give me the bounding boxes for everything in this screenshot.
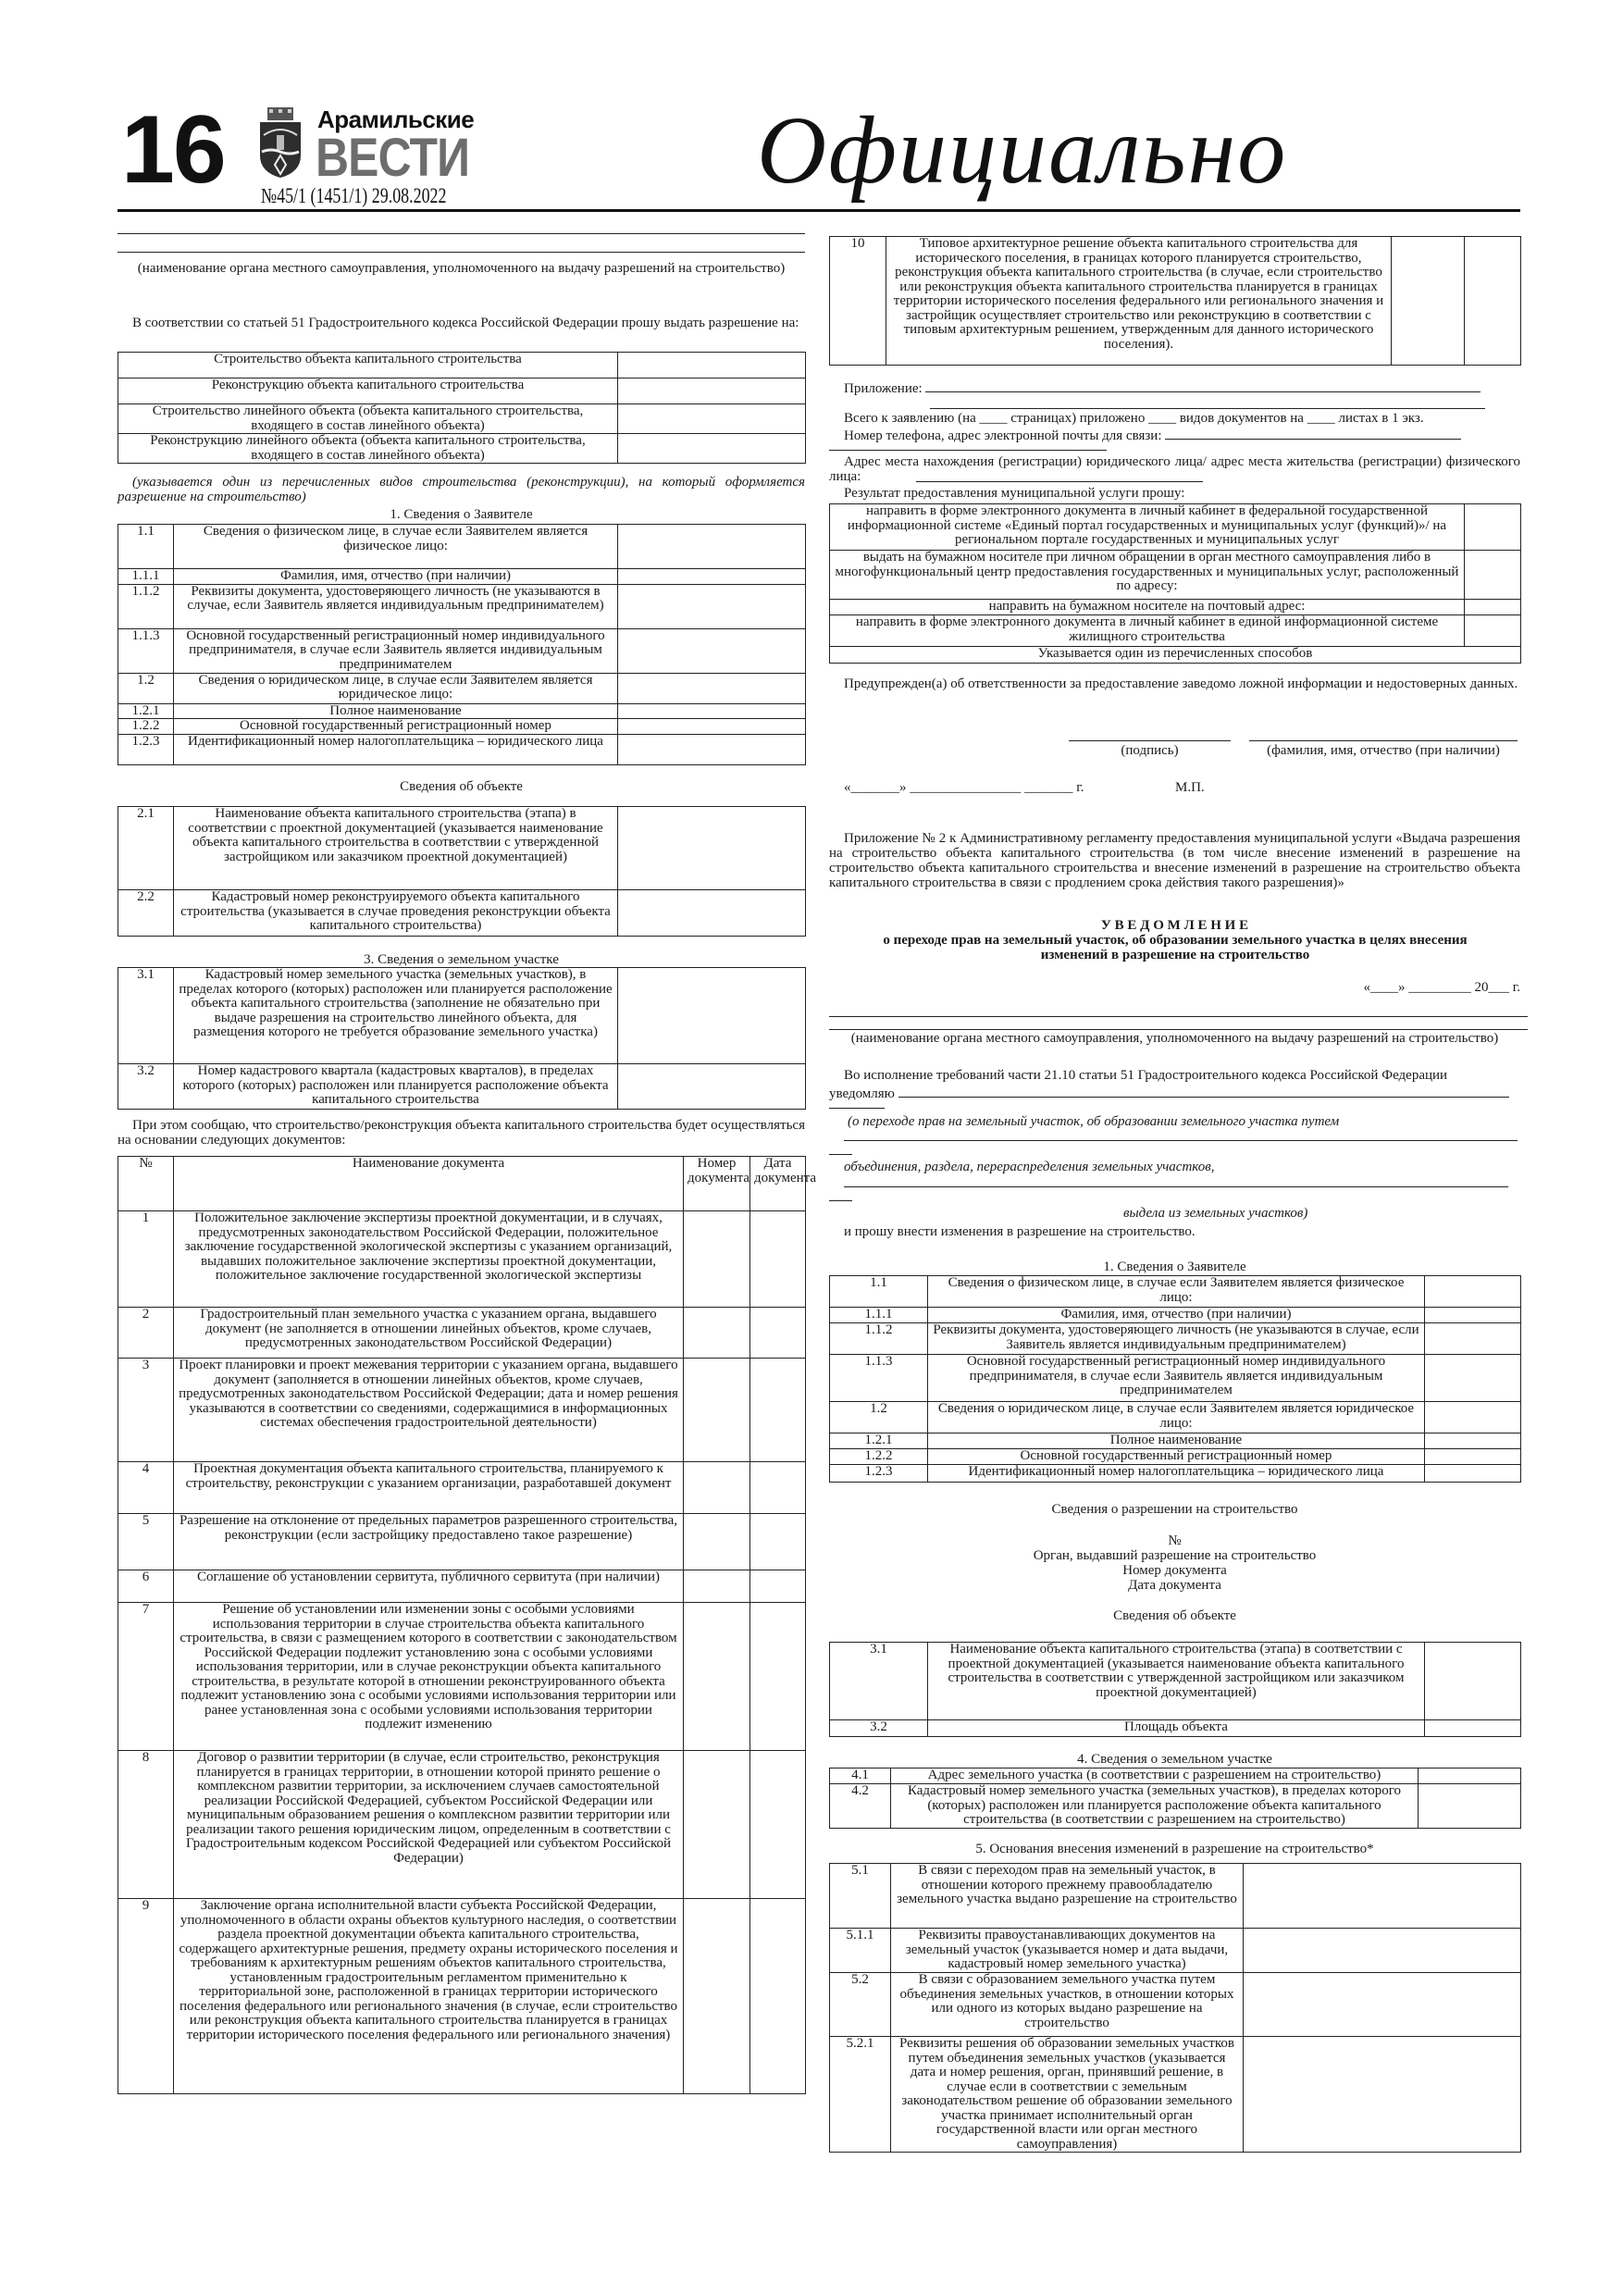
table-row [830, 1864, 1521, 1929]
notice-title: У В Е Д О М Л Е Н И Е [1100, 918, 1249, 933]
table-row [830, 1433, 1521, 1449]
object-title-2: Сведения об объекте [1113, 1608, 1236, 1623]
table-row [830, 1643, 1521, 1720]
table-row [118, 968, 806, 1064]
permit-type-checkbox-cell[interactable] [618, 353, 806, 379]
value-cell[interactable] [750, 1751, 806, 1899]
blank-line [829, 1029, 1528, 1030]
row-label: Сведения о физическом лице, в случае если Заявителем является физическое лицо: [928, 1276, 1425, 1308]
row-label: Проектная документация объекта капитального строительства, планируемого к строительству, реконструкции с указанием организации, разработавшей документ [174, 1462, 684, 1514]
row-label: Реконструкцию объекта капитального строительства [118, 379, 618, 404]
table-row [118, 1064, 806, 1110]
table-row [118, 434, 806, 464]
table-row [118, 1751, 806, 1899]
row-number: 1.2 [118, 673, 174, 703]
row-label: Положительное заключение экспертизы проектной документации, и в случаях, предусмотренных законодательством Российской Федерации, положительное заключение государственной экологической экспертизы с указанием организаций, выдавших положительное заключение экспертизы проектной документации, положительное заключение государственной экологической экспертизы [174, 1211, 684, 1308]
row-number: 1.1 [118, 525, 174, 569]
applicant-title-2: 1. Сведения о Заявителе [1103, 1260, 1246, 1274]
applicant-table [118, 524, 805, 765]
row-label: Решение об установлении или изменении зоны с особыми условиями использования территории в случае строительства объекта капитального строительства, в связи с размещением которого в соответствии с законодательством Российской Федерации подлежит установлению зона с особыми условиями использования территории, или в случае реконструкции объекта капитального строительства, в результате которой в отношении реконструированного объекта подлежит установлению зона с особыми условиями использования территории или ранее установленная зона с особыми условиями использования территории подлежит изменению [174, 1603, 684, 1751]
row-number: 1.1.2 [830, 1323, 928, 1355]
row-label: Номер кадастрового квартала (кадастровых кварталов), в пределах которого (которых) расположен или планируется расположение объекта капитального строительства [174, 1064, 618, 1110]
row-label: Адрес земельного участка (в соответствии с разрешением на строительство) [891, 1769, 1419, 1784]
value-cell[interactable] [1425, 1643, 1521, 1720]
header-divider [118, 209, 1520, 212]
value-cell[interactable] [750, 1308, 806, 1359]
column-header-doc-number: Номер документа [684, 1157, 750, 1211]
row-label: Фамилия, имя, отчество (при наличии) [928, 1308, 1425, 1323]
value-cell[interactable] [1419, 1784, 1521, 1829]
documents-table-continued [829, 236, 1520, 366]
table-row [118, 379, 806, 404]
value-cell[interactable] [684, 1359, 750, 1462]
row-label: Проект планировки и проект межевания территории с указанием органа, выдавшего документ (заполняется в отношении линейных объектов, кроме случаев, предусмотренных законодательством Российской Федерации; дата и номер решения указываются в соответствии со сведениями, содержащимися в информационных системах обеспечения градостроительной деятельности) [174, 1359, 684, 1462]
value-cell[interactable] [750, 1211, 806, 1308]
table-row [830, 237, 1521, 366]
row-label: Фамилия, имя, отчество (при наличии) [174, 569, 618, 585]
permit-note: (указывается один из перечисленных видов строительства (реконструкции), на который оформляется разрешение на строительство) [118, 475, 805, 504]
request-text: и прошу внести изменения в разрешение на строительство. [844, 1224, 1196, 1239]
table-row [830, 1973, 1521, 2037]
row-label: В связи с переходом прав на земельный участок, в отношении которого прежнему правообладателю земельного участка выдано разрешение на строительство [891, 1864, 1244, 1929]
execution-text: Во исполнение требований части 21.10 статьи 51 Градостроительного кодекса Российской Федерации [844, 1068, 1448, 1083]
value-cell[interactable] [618, 1064, 806, 1110]
row-label: Основной государственный регистрационный номер [174, 719, 618, 735]
row-number: 6 [118, 1570, 174, 1603]
value-cell[interactable] [750, 1570, 806, 1603]
row-label: Кадастровый номер земельного участка (земельных участков), в пределах которого (которых) расположен или планируется расположение объекта капитального строительства (в соответствии с разрешением на строительство) [891, 1784, 1419, 1829]
row-label: Разрешение на отклонение от предельных параметров разрешенного строительства, реконструкции (если застройщику предоставлено такое разрешение) [174, 1514, 684, 1570]
row-label: Реквизиты правоустанавливающих документов на земельный участок (указывается номер и дата выдачи, кадастровый номер земельного участка) [891, 1929, 1244, 1973]
value-cell[interactable] [750, 1462, 806, 1514]
value-cell[interactable] [1244, 2037, 1521, 2153]
value-cell[interactable] [618, 807, 806, 890]
table-row [830, 551, 1521, 600]
table-row [118, 1211, 806, 1308]
row-label: Соглашение об установлении сервитута, публичного сервитута (при наличии) [174, 1570, 684, 1603]
value-cell[interactable] [618, 628, 806, 673]
blank-line [829, 1108, 885, 1109]
column-header-name: Наименование документа [174, 1157, 684, 1211]
table-row [830, 1323, 1521, 1355]
row-label: Сведения о юридическом лице, в случае если Заявителем является юридическое лицо: [928, 1402, 1425, 1433]
value-cell[interactable] [684, 1514, 750, 1570]
notice-date-field[interactable]: «____» _________ 20___ г. [1363, 980, 1520, 995]
permit-info-list [829, 1533, 1520, 1593]
value-cell[interactable] [618, 734, 806, 764]
result-option-checkbox-cell[interactable] [1465, 615, 1521, 647]
table-row [118, 673, 806, 703]
row-number: 1.1 [830, 1276, 928, 1308]
row-number: 1.2 [830, 1402, 928, 1433]
notify-label: уведомляю [829, 1086, 895, 1101]
issue-number: №45/1 (1451/1) 29.08.2022 [261, 184, 447, 207]
row-number: 1.1.3 [830, 1355, 928, 1402]
row-label: Договор о развитии территории (в случае, если строительство, реконструкция планируется в границах территории, в отношении которой принято решение о комплексном развитии территории, за исключением случаев самостоятельной реализации Российской Федерацией, субъектом Российской Федерации или муниципальным образованием решения о комплексном развитии территории или реализации такого решения юридическим лицом, определенным в соответствии с Градостроительным кодексом Российской Федерацией или субъектом Российской Федерации) [174, 1751, 684, 1899]
value-cell[interactable] [684, 1603, 750, 1751]
value-cell[interactable] [684, 1308, 750, 1359]
warning-text: Предупрежден(а) об ответственности за предоставление заведомо ложной информации и недостоверных данных. [844, 676, 1518, 691]
object-title: Сведения об объекте [400, 779, 523, 794]
table-row [830, 1402, 1521, 1433]
value-cell[interactable] [684, 1211, 750, 1308]
row-number: 1.2.2 [118, 719, 174, 735]
row-number: 3.2 [830, 1720, 928, 1737]
logo-title-bottom: ВЕСТИ [316, 128, 470, 188]
row-label: Типовое архитектурное решение объекта капитального строительства для исторического поселения, в границах которого планируется строительство, реконструкция объекта капитального строительства (в случае, если строительство или реконструкция объекта капитального строительства планируется в границах территории исторического поселения федерального или регионального значения и застройщик осуществляет строительство или реконструкцию в соответствии с типовым архитектурным решением, утвержденным для данного исторического поселения). [886, 237, 1392, 366]
hint-line-1: (о переходе прав на земельный участок, об образовании земельного участка путем [848, 1114, 1340, 1129]
value-cell[interactable] [618, 890, 806, 937]
permit-info-line: № [1168, 1533, 1182, 1548]
object-table-2 [829, 1642, 1520, 1737]
table-row [830, 1276, 1521, 1308]
page-number: 16 [121, 96, 225, 204]
object-table [118, 806, 805, 937]
row-number: 1.1.3 [118, 628, 174, 673]
table-row [118, 404, 806, 434]
row-label: Сведения о физическом лице, в случае если Заявителем является физическое лицо: [174, 525, 618, 569]
row-label: Основной государственный регистрационный номер индивидуального предпринимателя, в случае если Заявитель является индивидуальным предпринимателем [928, 1355, 1425, 1402]
phone-line[interactable] [844, 427, 1520, 443]
value-cell[interactable] [750, 1359, 806, 1462]
table-row [118, 703, 806, 719]
table-footer-row [830, 647, 1521, 664]
section-title: Официально [757, 97, 1288, 204]
row-number: 1.2.3 [830, 1465, 928, 1483]
value-cell[interactable] [1425, 1308, 1521, 1323]
row-label: Градостроительный план земельного участка с указанием органа, выдавшего документ (не заполняется в отношении линейных объектов, кроме случаев, предусмотренных законодательством Российской Федерации) [174, 1308, 684, 1359]
stamp-label: М.П. [1175, 780, 1205, 795]
phone-label: Номер телефона, адрес электронной почты для связи: [844, 428, 1162, 443]
blank-line [829, 1154, 852, 1155]
row-number: 2 [118, 1308, 174, 1359]
org-caption: (наименование органа местного самоуправления, уполномоченного на выдачу разрешений на строительство) [850, 1031, 1499, 1046]
value-cell[interactable] [684, 1751, 750, 1899]
result-option-checkbox-cell[interactable] [1465, 600, 1521, 615]
table-row [830, 1720, 1521, 1737]
row-label: направить в форме электронного документа в личный кабинет в единой информационной системе жилищного строительства [830, 615, 1465, 647]
table-row [830, 2037, 1521, 2153]
grounds-title: 5. Основания внесения изменений в разрешение на строительство* [975, 1842, 1374, 1856]
value-cell[interactable] [618, 569, 806, 585]
row-number: 7 [118, 1603, 174, 1751]
hint-line-2: объединения, раздела, перераспределения земельных участков, [844, 1160, 1215, 1174]
hint-line-3: выдела из земельных участков) [1123, 1206, 1308, 1221]
full-name-field[interactable] [1249, 740, 1518, 741]
row-number: 3 [118, 1359, 174, 1462]
row-number: 3.1 [118, 968, 174, 1064]
value-cell[interactable] [750, 1603, 806, 1751]
row-label: Наименование объекта капитального строительства (этапа) в соответствии с проектной документацией (указывается наименование объекта капитального строительства в соответствии с утвержденной застройщиком или заказчиком проектной документацией) [174, 807, 618, 890]
table-row [118, 734, 806, 764]
table-header-row [118, 1157, 806, 1211]
row-number: 8 [118, 1751, 174, 1899]
row-label: Основной государственный регистрационный номер индивидуального предпринимателя, в случае если Заявитель является индивидуальным предпринимателем [174, 628, 618, 673]
row-number: 1.2.3 [118, 734, 174, 764]
notice-subtitle: о переходе прав на земельный участок, об образовании земельного участка в целях внесения изменений в разрешение на строительство [883, 933, 1468, 962]
applicant-table-2 [829, 1275, 1520, 1483]
value-cell[interactable] [618, 968, 806, 1064]
table-row [830, 1769, 1521, 1784]
row-label: Строительство линейного объекта (объекта капитального строительства, входящего в состав линейного объекта) [118, 404, 618, 434]
row-number: 3.1 [830, 1643, 928, 1720]
permit-info-line: Орган, выдавший разрешение на строительство [1033, 1548, 1317, 1563]
blank-line [930, 408, 1485, 409]
signature-field[interactable] [1069, 740, 1231, 741]
value-cell[interactable] [1425, 1465, 1521, 1483]
permit-type-checkbox-cell[interactable] [618, 434, 806, 464]
value-cell[interactable] [1392, 237, 1465, 366]
result-option-checkbox-cell[interactable] [1465, 551, 1521, 600]
total-text: Всего к заявлению (на ____ страницах) приложено ____ видов документов на ____ листах в 1 экз. [844, 411, 1424, 426]
table-row [118, 628, 806, 673]
grounds-table [829, 1863, 1520, 2153]
row-label: Идентификационный номер налогоплательщика – юридического лица [174, 734, 618, 764]
table-row [118, 890, 806, 937]
value-cell[interactable] [1425, 1276, 1521, 1308]
row-label: выдать на бумажном носителе при личном обращении в орган местного самоуправления либо в многофункциональный центр предоставления государственных и муниципальных услуг, расположенный по адресу: [830, 551, 1465, 600]
permit-type-checkbox-cell[interactable] [618, 404, 806, 434]
value-cell[interactable] [1425, 1449, 1521, 1465]
row-number: 5.2.1 [830, 2037, 891, 2153]
row-label: Полное наименование [928, 1433, 1425, 1449]
address-label: Адрес места нахождения (регистрации) юридического лица/ адрес места жительства (регистрации) физического лица: [829, 454, 1520, 484]
table-row [830, 1929, 1521, 1973]
table-row [830, 1355, 1521, 1402]
attachment-line[interactable] [844, 379, 1520, 396]
permit-info-line: Номер документа [1122, 1563, 1227, 1578]
full-name-label: (фамилия, имя, отчество (при наличии) [1267, 743, 1500, 758]
row-label: направить в форме электронного документа в личный кабинет в федеральной государственной информационной системе «Единый портал государственных и муниципальных услуг (функций)»/ на региональном портале государственных и муниципальных услуг [830, 504, 1465, 551]
column-header-num: № [118, 1157, 174, 1211]
permit-type-checkbox-cell[interactable] [618, 379, 806, 404]
row-label: Реконструкцию линейного объекта (объекта капитального строительства, входящего в состав линейного объекта) [118, 434, 618, 464]
land-table [118, 967, 805, 1110]
row-number: 5.2 [830, 1973, 891, 2037]
table-row [118, 1308, 806, 1359]
blank-line [829, 450, 1107, 451]
row-label: Строительство объекта капитального строительства [118, 353, 618, 379]
result-options-table [829, 503, 1520, 664]
row-label: Основной государственный регистрационный номер [928, 1449, 1425, 1465]
applicant-title: 1. Сведения о Заявителе [390, 507, 533, 522]
table-row [830, 1308, 1521, 1323]
result-label: Результат предоставления муниципальной услуги прошу: [844, 486, 1185, 501]
coat-of-arms-logo [258, 107, 303, 178]
logo-title-top: Арамильские [317, 105, 475, 133]
table-row [830, 600, 1521, 615]
value-cell[interactable] [1425, 1355, 1521, 1402]
permit-info-title: Сведения о разрешении на строительство [1051, 1502, 1298, 1517]
row-number: 1.2.2 [830, 1449, 928, 1465]
row-label: Кадастровый номер земельного участка (земельных участков), в пределах которого (которых) расположен или планируется расположение объекта капитального строительства (заполнение не обязательно при выдаче разрешения на строительство линейного объекта, для размещения которого не требуется образование земельного участка) [174, 968, 618, 1064]
row-label: Заключение органа исполнительной власти субъекта Российской Федерации, уполномоченного в области охраны объектов культурного наследия, о соответствии раздела проектной документации объекта капитального строительства, содержащего архитектурные решения, предмету охраны исторического поселения и требованиям к архитектурным решениям объектов капитального строительства, установленным градостроительным регламентом применительно к территориальной зоне, расположенной в границах территории исторического поселения федерального или регионального значения (в случае, если строительство или реконструкция объекта капитального строительства планируется в границах территории исторического поселения федерального или регионального значения) [174, 1899, 684, 2094]
value-cell[interactable] [684, 1570, 750, 1603]
row-number: 5 [118, 1514, 174, 1570]
table-row [118, 1603, 806, 1751]
value-cell[interactable] [1244, 1864, 1521, 1929]
row-number: 2.1 [118, 807, 174, 890]
table-row [830, 504, 1521, 551]
value-cell[interactable] [618, 673, 806, 703]
table-row [118, 1899, 806, 2094]
value-cell[interactable] [684, 1899, 750, 2094]
value-cell[interactable] [618, 719, 806, 735]
row-label: Полное наименование [174, 703, 618, 719]
notice-field[interactable] [844, 1140, 1518, 1141]
row-number: 5.1 [830, 1864, 891, 1929]
value-cell[interactable] [684, 1462, 750, 1514]
row-label: В связи с образованием земельного участка путем объединения земельных участков, в отношении которых или одного из которых выдано разрешение на строительство [891, 1973, 1244, 2037]
row-number: 4.1 [830, 1769, 891, 1784]
table-row [118, 719, 806, 735]
table-row [830, 1465, 1521, 1483]
table-row [118, 525, 806, 569]
value-cell[interactable] [1465, 237, 1521, 366]
value-cell[interactable] [1425, 1402, 1521, 1433]
table-row [118, 1462, 806, 1514]
row-number: 3.2 [118, 1064, 174, 1110]
docs-intro: При этом сообщаю, что строительство/реконструкция объекта капитального строительства будет осуществляться на основании следующих документов: [118, 1118, 805, 1148]
intro-text: В соответствии со статьей 51 Градостроительного кодекса Российской Федерации прошу выдать разрешение на: [132, 316, 799, 330]
row-label: Реквизиты документа, удостоверяющего личность (не указываются в случае, если Заявитель является индивидуальным предпринимателем) [174, 584, 618, 628]
row-label: Сведения о юридическом лице, в случае если Заявителем является юридическое лицо: [174, 673, 618, 703]
result-note: Указывается один из перечисленных способов [830, 647, 1521, 664]
table-row [830, 1784, 1521, 1829]
attachment-label: Приложение: [844, 381, 923, 396]
value-cell[interactable] [618, 703, 806, 719]
blank-line [118, 233, 805, 234]
row-number: 5.1.1 [830, 1929, 891, 1973]
appendix-text: Приложение № 2 к Административному регламенту предоставления муниципальной услуги «Выдача разрешения на строительство объекта капитального строительства (в том числе внесение изменений в разрешение на строительство объекта капитального строительства и внесение изменений в разрешение на строительство объекта капитального строительства в связи с продлением срока действия такого разрешения)» [829, 831, 1520, 890]
row-number: 1.1.1 [118, 569, 174, 585]
value-cell[interactable] [618, 584, 806, 628]
value-cell[interactable] [1425, 1433, 1521, 1449]
table-row [830, 1449, 1521, 1465]
permit-info-line: Дата документа [1128, 1578, 1221, 1593]
row-number: 1.1.2 [118, 584, 174, 628]
value-cell[interactable] [750, 1514, 806, 1570]
table-row [830, 615, 1521, 647]
notice-field[interactable] [844, 1186, 1508, 1187]
blank-line [118, 252, 805, 253]
org-name-field[interactable] [829, 1016, 1528, 1017]
row-label: Кадастровый номер реконструируемого объекта капитального строительства (указывается в случае проведения реконструкции объекта капитального строительства) [174, 890, 618, 937]
row-label: Наименование объекта капитального строительства (этапа) в соответствии с проектной документацией (указывается наименование объекта капитального строительства в соответствии с утвержденной застройщиком или заказчиком проектной документацией) [928, 1643, 1425, 1720]
permit-type-table [118, 352, 805, 464]
row-number: 4 [118, 1462, 174, 1514]
table-row [118, 584, 806, 628]
column-header-doc-date: Дата документа [750, 1157, 806, 1211]
land-title: 3. Сведения о земельном участке [364, 952, 559, 967]
value-cell[interactable] [750, 1899, 806, 2094]
row-number: 1.1.1 [830, 1308, 928, 1323]
row-number: 1 [118, 1211, 174, 1308]
row-number: 9 [118, 1899, 174, 2094]
row-label: направить на бумажном носителе на почтовый адрес: [830, 600, 1465, 615]
table-row [118, 1570, 806, 1603]
table-row [118, 1359, 806, 1462]
date-field[interactable]: «_______» ________________ _______ г. [844, 780, 1084, 795]
value-cell[interactable] [1244, 1929, 1521, 1973]
value-cell[interactable] [1419, 1769, 1521, 1784]
documents-table [118, 1156, 817, 2094]
table-row [118, 807, 806, 890]
address-field[interactable] [916, 481, 1203, 482]
land-table-2 [829, 1768, 1520, 1829]
table-row [118, 1514, 806, 1570]
row-number: 1.2.1 [830, 1433, 928, 1449]
value-cell[interactable] [1425, 1323, 1521, 1355]
row-label: Реквизиты документа, удостоверяющего личность (не указываются в случае, если Заявитель является индивидуальным предпринимателем) [928, 1323, 1425, 1355]
row-number: 10 [830, 237, 886, 366]
blank-line [829, 1200, 852, 1201]
org-caption: (наименование органа местного самоуправления, уполномоченного на выдачу разрешений на строительство) [137, 261, 786, 276]
notify-line[interactable] [829, 1085, 1520, 1101]
row-number: 2.2 [118, 890, 174, 937]
table-row [118, 569, 806, 585]
signature-label: (подпись) [1121, 743, 1179, 758]
row-label: Идентификационный номер налогоплательщика – юридического лица [928, 1465, 1425, 1483]
land-title-2: 4. Сведения о земельном участке [1077, 1752, 1272, 1767]
table-row [118, 353, 806, 379]
value-cell[interactable] [618, 525, 806, 569]
value-cell[interactable] [1425, 1720, 1521, 1737]
row-number: 1.2.1 [118, 703, 174, 719]
row-number: 4.2 [830, 1784, 891, 1829]
result-option-checkbox-cell[interactable] [1465, 504, 1521, 551]
value-cell[interactable] [1244, 1973, 1521, 2037]
row-label: Реквизиты решения об образовании земельных участков путем объединения земельных участков (указывается дата и номер решения, орган, принявший решение, в случае если в соответствии с земельным законодательством решение об образовании земельного участка принимает исполнительный орган государственной власти или орган местного самоуправления) [891, 2037, 1244, 2153]
row-label: Площадь объекта [928, 1720, 1425, 1737]
